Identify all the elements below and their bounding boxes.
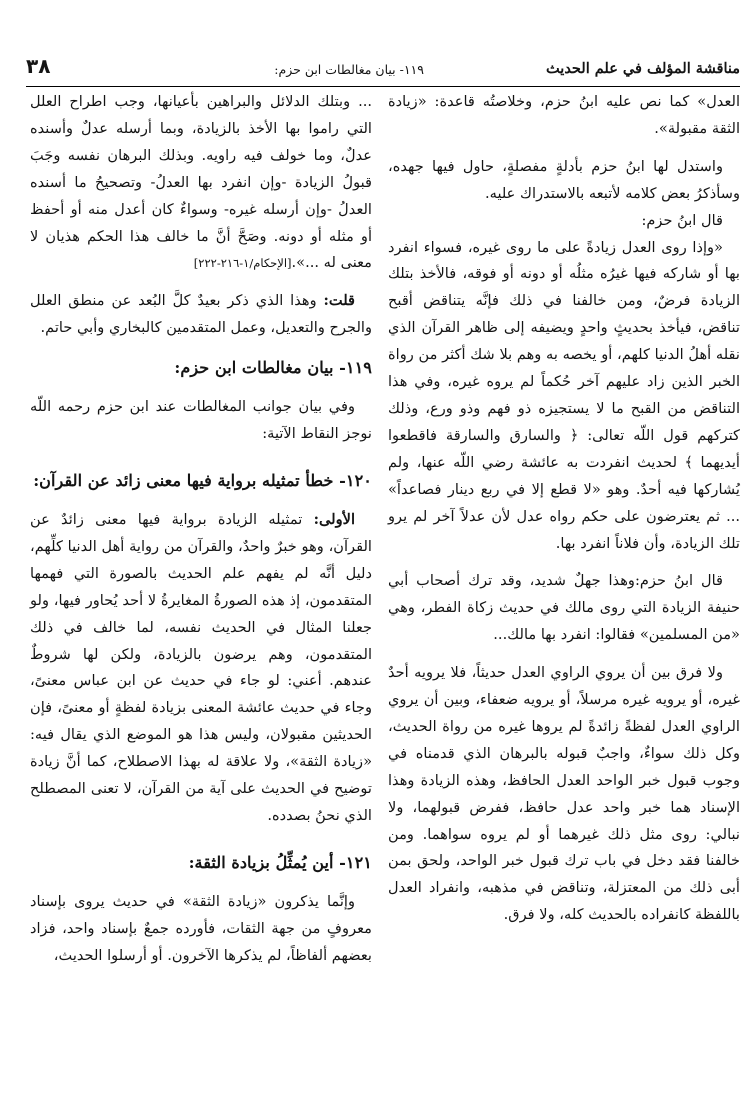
paragraph: قال ابنُ حزم:وهذا جهلٌ شديد، وقد ترك أصحاب أبي حنيفة الزيادة التي روى مالك في حديث زكاة الفطر، وهي «من المسلمين» فقالوا: انفرد بها مالك... [388,572,740,644]
paragraph-text: وهذا الذي ذكر بعيدٌ كلَّ البُعد عن منطق العلل والجرح والتعديل، وعمل المتقدمين كالبخاري وأبي حاتم. [30,292,372,337]
paragraph-text: تمثيله الزيادة برواية فيها معنى زائدٌ عن القرآن، وهو خبرٌ واحدٌ، والقرآن من رواية أهل الدنيا كلِّهم، دليل أنَّه لم يفهم علم الحديث بالصورة التي فهمها المتقدمون، إذ هذه الصورةُ المغايرةُ لا أحد يُحاور فيها، ولو جعلنا المثال في الحديث نفسه، لما خالف في ذلك المتقدمون، وهم يرضون بالزيادة، ولكن لها شروطٌ عندهم. أعني: لو جاء في حديث عن ابن عباس معنىً، وجاء في حديث عائشة المعنى بزيادة لفظةٍ أو معنىً، فإن الحديثين مقبولان، وليس هذا هو الموضع الذي يقال فيه: «زيادة الثقة»، ولا علاقة له بهذا الاصطلاح، كما أنَّ زيادة توضيح في الحديث على آية من القرآن، لا تعنى المصطلح الذي نحنُ بصدده. [30,510,372,824]
paragraph: العدل» كما نص عليه ابنُ حزم، وخلاصتُه قاعدة: «زيادة الثقة مقبولة». [388,93,740,137]
section-heading-121: ١٢١- أين يُمثِّلُ بزيادة الثقة: [188,852,372,872]
paragraph: وإنَّما يذكرون «زيادة الثقة» في حديث يروى بإسناد معروفٍ من جهة الثقات، فأورده جمعٌ بإسناد واحد، فزاد بعضهم ألفاظاً، لم يذكرها الآخرون. أو أرسلوا الحديث، [30,892,372,964]
paragraph: واستدل لها ابنُ حزم بأدلةٍ مفصلةٍ، حاول فيها جهده، وسأذكرُ بعض كلامه لأتبعه بالاستدراك عليه. [388,157,740,202]
paragraph [30,89,372,277]
section-caption: ١١٩- بيان مغالطات ابن حزم: [274,62,424,77]
paragraph: وفي بيان جوانب المغالطات عند ابن حزم رحمه اللّه نوجز النقاط الآتية: [30,398,372,443]
paragraph: قال ابنُ حزم: [641,211,723,229]
citation: [الإحكام/١-٢١٦-٢٢٢] [193,256,292,271]
quote-paragraph: «وإذا روى العدل زيادةً على ما روى غيره، فسواء انفرد بها أو شاركه فيها غيرُه مثلُه أو دونه أو فوقه، فالأخذ بتلك الزيادة فرضٌ، ومن خالفنا في ذلك فإنَّه يتناقض أقبح تناقض، فيأخذ بحديثٍ واحدٍ ويضيفه إلى ظاهر القرآن الذي نقله أهلُ الدنيا كلهم، أو يخصه به وهم بلا شك أكثر من رواة الخبر الذين زاد عليهم آخر حُكماً لم يروه غيره، وفي هذا التناقض من القبح ما لا يستجيزه ذو فهم وذو ورع، وذلك كتركهم قول اللّه تعالى: ﴿ والسارق والسارقة فاقطعوا أيديهما ﴾ لحديث انفردت به عائشة رضي اللّه عنها، ولم يُشاركها فيه أحدٌ. وهو «لا قطع إلا في ربع دينار فصاعداً» ... ثم يعترضون على حكم رواه عدل لأن عدلاً آخر لم يرو تلك الزيادة، وأن فلاناً انفرد بها. [388,238,740,552]
page-number: ٣٨ [26,54,51,78]
paragraph-label: قلت: [323,292,356,310]
running-title: مناقشة المؤلف في علم الحديث [546,60,740,77]
paragraph: ولا فرق بين أن يروي الراوي العدل حديثاً، فلا يرويه أحدٌ غيره، أو يرويه غيره مرسلاً، أو يرويه ضعفاء، وبين أن يروي الراوي العدل لفظةً زائدةً لم يروها غيره من رواة الحديث، وكل ذلك سواءٌ، واجبٌ قبوله بالبرهان الذي قدمناه في وجوب قبول خبر الواحد العدل الحافظ، وهذه الزيادة وهذا الإسناد هما خبر واحد عدل حافظ، ففرض قبولهما، ولا نبالي: روى مثل ذلك غيرهما أو لم يروه سواهما. ومن خالفنا فقد دخل في باب ترك قبول خبر الواحد، ولحق بمن أبى ذلك من المعتزلة، وتناقض في مذهبه، وانفراد العدل باللفظة كانفراده بالحديث كله، ولا فرق. [388,664,740,924]
quote-text: ... وبتلك الدلائل والبراهين بأعيانها، وجب اطراح العلل التي راموا بها الأخذ بالزيادة، وبما أرسله عدلٌ وأسنده عدلٌ، وما خولف فيه راويه. وبذلك البرهان نفسه وجَبَ قبولُ الزيادة -وإن انفرد بها العدلُ- وتصحيحُ ما أسنده العدلُ -وإن أرسله غيره- وسواءٌ كان أعدل منه أو أحفظ أو مثله أو دونه. وصَحَّ أنَّ ما خالف هذا الحكم هذيان لا معنى له ...». [30,93,372,272]
left-column [30,89,372,970]
paragraph-label: الأولى: [313,510,356,528]
paragraph [30,288,372,342]
paragraph [30,507,372,830]
right-column [388,89,740,929]
page-header [26,56,740,87]
section-heading-119: ١١٩- بيان مغالطات ابن حزم: [174,358,372,378]
section-heading-120: ١٢٠- خطأ تمثيله برواية فيها معنى زائد عن القرآن: [33,470,372,490]
